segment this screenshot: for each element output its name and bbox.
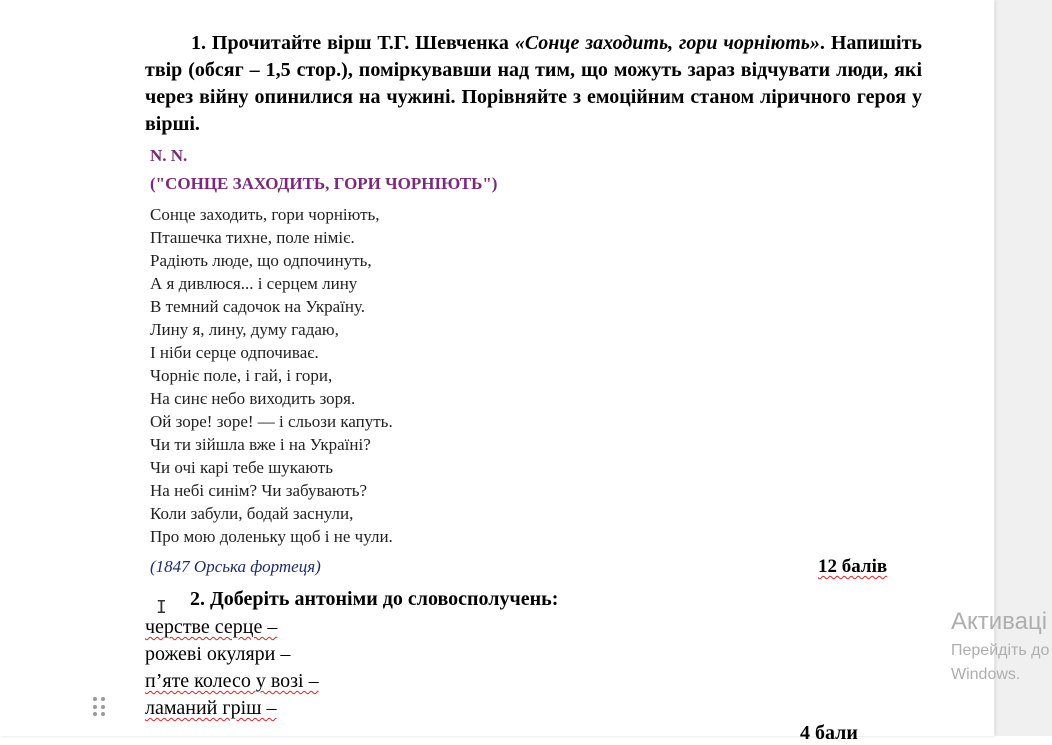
task-1-text-a: Прочитайте вірш Т.Г. Шевченка xyxy=(211,32,515,54)
poem-line: Чорніє поле, і гай, і гори, xyxy=(150,366,333,385)
poem-line: Чи очі карі тебе шукають xyxy=(150,458,333,477)
poem-line: Чи ти зійшла вже і на Україні? xyxy=(150,435,371,454)
phrase-item: рожеві окуляри – xyxy=(145,643,291,665)
windows-activation-watermark xyxy=(951,608,1049,684)
phrase-item: черстве серце – xyxy=(145,616,278,638)
task-1-text-b: . Напишіть твір (обсяг – 1,5 стор.), поміркувавши над тим, що можуть зараз відчувати люди, які через війну опинилися на чужині. Порівняйте з емоційним станом ліричного героя у вірші. xyxy=(145,32,923,135)
poem-line: Коли забули, бодай заснули, xyxy=(150,504,354,523)
poem-author: N. N. xyxy=(150,146,188,165)
poem-line: І ніби серце одпочиває. xyxy=(150,343,319,362)
watermark-line-1: Активаці xyxy=(951,608,1048,635)
task-1-score xyxy=(818,556,887,578)
poem-note: (1847 Орська фортеця) xyxy=(150,557,321,576)
poem-line: Радіють люде, що одпочинуть, xyxy=(150,251,372,270)
task-1-instructions xyxy=(145,30,922,138)
phrase-item: п’яте колесо у возі – xyxy=(145,670,319,692)
poem-text xyxy=(150,203,393,548)
task-2-phrases xyxy=(145,614,319,722)
task-2-title: 2. Доберіть антоніми до словосполучень: xyxy=(190,588,559,610)
poem-line: А я дивлюся... і серцем лину xyxy=(150,274,358,293)
poem-title: ("СОНЦЕ ЗАХОДИТЬ, ГОРИ ЧОРНІЮТЬ") xyxy=(150,174,498,193)
task-1-score-text: 12 балів xyxy=(818,556,888,577)
poem-line: В темний садочок на Україну. xyxy=(150,297,366,316)
poem-line: Лину я, лину, думу гадаю, xyxy=(150,320,339,339)
watermark-line-2: Перейдіть до xyxy=(951,642,1050,659)
task-2-score: 4 бали xyxy=(800,722,858,744)
watermark-line-3: Windows. xyxy=(951,666,1021,683)
phrase-item: ламаний гріш – xyxy=(145,697,277,719)
poem-line: Про мою доленьку щоб і не чули. xyxy=(150,527,393,546)
drag-handle-icon[interactable] xyxy=(93,697,105,717)
poem-line: На небі синім? Чи забувають? xyxy=(150,481,368,500)
poem-line: Ой зоре! зоре! — і сльози капуть. xyxy=(150,412,393,431)
task-1-number: 1. xyxy=(191,32,206,54)
text-cursor-icon: I xyxy=(156,597,167,618)
poem-line: Пташечка тихне, поле німіє. xyxy=(150,228,355,247)
poem-line: Сонце заходить, гори чорніють, xyxy=(150,205,380,224)
poem-line: На синє небо виходить зоря. xyxy=(150,389,356,408)
task-1-poem-name: «Сонце заходить, гори чорніють» xyxy=(514,32,820,54)
